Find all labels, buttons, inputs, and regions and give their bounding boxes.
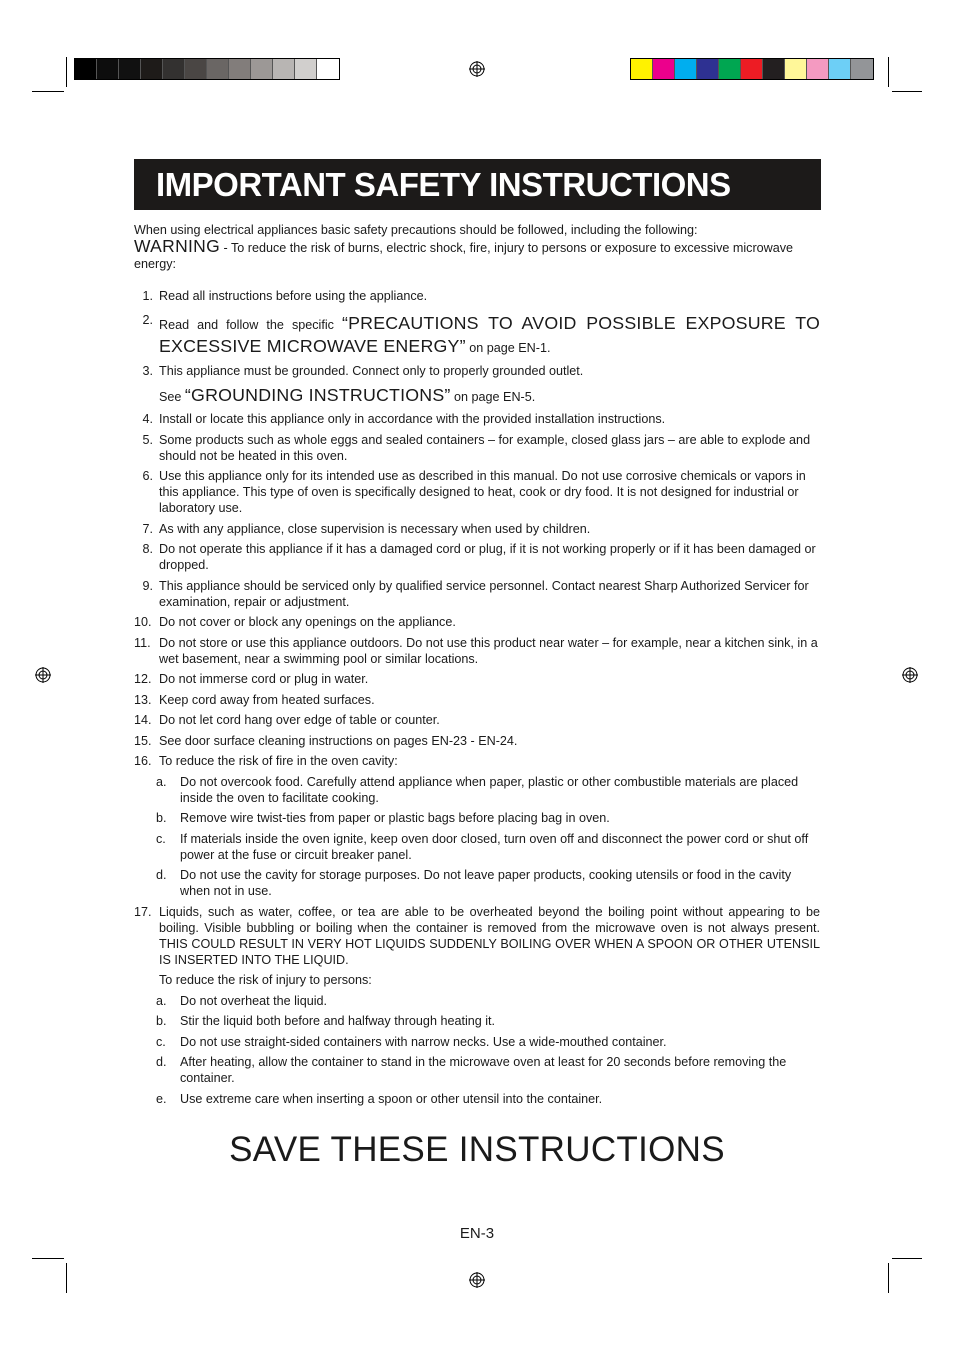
- list-item: [134, 521, 820, 537]
- item-number: 1.: [142, 289, 153, 303]
- gray-calibration-bar: [74, 58, 340, 80]
- sub-item-letter: b.: [156, 1014, 167, 1028]
- swatch: [631, 59, 653, 79]
- item-text: Keep cord away from heated surfaces.: [159, 692, 375, 707]
- list-item: [134, 614, 820, 630]
- sub-item-letter: a.: [156, 774, 167, 789]
- intro-text: When using electrical appliances basic safety precautions should be followed, including the following:: [134, 223, 698, 237]
- sub-list-item: [134, 1013, 820, 1029]
- list-item: [134, 733, 820, 749]
- list-item: [134, 468, 820, 516]
- item-text: To reduce the risk of fire in the oven cavity:: [159, 754, 398, 768]
- sub-list-item: [134, 831, 820, 863]
- swatch: [207, 59, 229, 79]
- item-number: 13.: [134, 692, 152, 707]
- item-text: This appliance must be grounded. Connect only to properly grounded outlet.: [159, 363, 584, 378]
- list-item: [134, 671, 820, 687]
- instructions-body: [134, 222, 820, 1111]
- item-emphasis: “PRECAUTIONS TO AVOID POSSIBLE EXPOSURE TO EXCESSIVE MICROWAVE ENERGY”: [159, 313, 820, 356]
- crop-mark: [32, 1258, 64, 1259]
- sub-item-text: Remove wire twist-ties from paper or plastic bags before placing bag in oven.: [180, 811, 610, 825]
- item-number: 6.: [142, 469, 153, 483]
- item-text: This appliance should be serviced only by qualified service personnel. Contact nearest Sharp Authorized Servicer for examination, repair or adjustment.: [159, 578, 809, 609]
- swatch: [675, 59, 697, 79]
- swatch: [653, 59, 675, 79]
- item-text: Read all instructions before using the appliance.: [159, 289, 428, 303]
- crop-mark: [892, 91, 922, 92]
- item-emphasis: “GROUNDING INSTRUCTIONS”: [184, 384, 451, 405]
- list-item: [134, 312, 820, 358]
- sub-item-letter: c.: [156, 1034, 166, 1049]
- item-number: 7.: [142, 521, 153, 536]
- item-number: 5.: [142, 432, 153, 447]
- registration-mark-icon: [902, 667, 918, 683]
- crop-mark: [66, 57, 67, 87]
- sub-list-item: [134, 1034, 820, 1050]
- swatch: [163, 59, 185, 79]
- sub-item-text: If materials inside the oven ignite, keep oven door closed, turn oven off and disconnect the power cord or shut off power at the fuse or circuit breaker panel.: [180, 831, 809, 862]
- swatch: [851, 59, 873, 79]
- page-title: IMPORTANT SAFETY INSTRUCTIONS: [134, 159, 821, 210]
- item-number: 11.: [134, 635, 151, 650]
- list-item: [134, 411, 820, 427]
- list-item: [134, 635, 820, 667]
- sub-item-text: Do not use straight-sided containers with narrow necks. Use a wide-mouthed container.: [180, 1034, 667, 1049]
- swatch: [185, 59, 207, 79]
- item-text: See door surface cleaning instructions on pages EN-23 - EN-24.: [159, 733, 518, 748]
- item-number: 3.: [142, 363, 153, 378]
- sub-list-lead: To reduce the risk of injury to persons:: [159, 973, 372, 987]
- swatch: [251, 59, 273, 79]
- list-item: [134, 904, 820, 968]
- sub-list-item: [134, 774, 820, 806]
- swatch: [295, 59, 317, 79]
- sub-list-item: [134, 867, 820, 899]
- page-number: EN-3: [459, 1225, 495, 1242]
- sub-item-letter: d.: [156, 1055, 167, 1069]
- sub-item-letter: d.: [156, 868, 167, 882]
- save-instructions-heading: SAVE THESE INSTRUCTIONS: [229, 1130, 725, 1169]
- sub-list-item: [134, 1091, 820, 1107]
- swatch: [97, 59, 119, 79]
- sub-item-text: Use extreme care when inserting a spoon or other utensil into the container.: [180, 1091, 603, 1106]
- swatch: [807, 59, 829, 79]
- sub-item-letter: c.: [156, 831, 166, 846]
- sub-item-letter: b.: [156, 811, 167, 825]
- crop-mark: [888, 57, 889, 87]
- registration-mark-icon: [35, 667, 51, 683]
- item-number: 17.: [134, 904, 152, 919]
- swatch: [229, 59, 251, 79]
- warning-text: - To reduce the risk of burns, electric shock, fire, injury to persons or exposure to excessive microwave energy:: [134, 241, 794, 271]
- item-text: As with any appliance, close supervision is necessary when used by children.: [159, 521, 591, 536]
- sub-item-letter: a.: [156, 993, 167, 1008]
- list-item: [134, 541, 820, 573]
- list-item: [134, 432, 820, 464]
- sub-item-text: Do not overheat the liquid.: [180, 993, 328, 1008]
- list-item: [134, 578, 820, 610]
- item-text: Read and follow the specific: [159, 318, 334, 332]
- list-item: [134, 288, 820, 304]
- color-calibration-bar: [630, 58, 874, 80]
- item-text: Do not let cord hang over edge of table or counter.: [159, 713, 440, 727]
- registration-mark-icon: [469, 1272, 485, 1288]
- swatch: [719, 59, 741, 79]
- sub-list-item: [134, 993, 820, 1009]
- item-number: 9.: [142, 578, 153, 593]
- item-number: 10.: [134, 615, 152, 629]
- item-text: on page EN-1.: [469, 341, 551, 355]
- item-text: See: [159, 389, 182, 404]
- swatch: [697, 59, 719, 79]
- warning-paragraph: [134, 238, 820, 272]
- sub-item-text: After heating, allow the container to stand in the microwave oven at least for 20 seconds before removing the container.: [180, 1055, 787, 1085]
- item-text: Do not store or use this appliance outdoors. Do not use this product near water – for example, near a kitchen sink, in a wet basement, near a swimming pool or similar locations.: [159, 635, 818, 666]
- swatch: [763, 59, 785, 79]
- list-item: [134, 692, 820, 708]
- item-number: 8.: [142, 542, 153, 556]
- swatch: [119, 59, 141, 79]
- sub-item-text: Do not overcook food. Carefully attend appliance when paper, plastic or other combustible materials are placed inside the oven to facilitate cooking.: [180, 774, 799, 805]
- item-text: Do not operate this appliance if it has a damaged cord or plug, if it is not working properly or if it has been damaged or dropped.: [159, 542, 816, 572]
- item-number: 14.: [134, 713, 152, 727]
- item-text: on page EN-5.: [454, 389, 536, 404]
- swatch: [75, 59, 97, 79]
- swatch: [785, 59, 807, 79]
- registration-mark-icon: [469, 61, 485, 77]
- item-text: Liquids, such as water, coffee, or tea are able to be overheated beyond the boiling point without appearing to be boiling. Visible bubbling or boiling when the container is removed from the microwave oven is not always present. THIS COULD RESULT IN VERY HOT LIQUIDS SUDDENLY BOILING OVER WHEN A SPOON OR OTHER UTENSIL IS INSERTED INTO THE LIQUID.: [159, 904, 820, 967]
- warning-label: WARNING: [134, 236, 221, 256]
- list-item: [134, 753, 820, 769]
- crop-mark: [66, 1263, 67, 1293]
- item-number: 16.: [134, 754, 152, 768]
- crop-mark: [888, 1263, 889, 1293]
- sub-item-text: Do not use the cavity for storage purposes. Do not leave paper products, cooking utensils or food in the cavity when not in use.: [180, 868, 792, 898]
- item-text: Do not cover or block any openings on the appliance.: [159, 615, 456, 629]
- sub-list-item: [134, 810, 820, 826]
- crop-mark: [892, 1258, 922, 1259]
- sub-item-letter: e.: [156, 1091, 167, 1106]
- sub-list-item: [134, 1054, 820, 1086]
- swatch: [273, 59, 295, 79]
- item-text: Use this appliance only for its intended use as described in this manual. Do not use corrosive chemicals or vapors in this appliance. This type of oven is specifically designed to heat, cook or dry food. It is not designed for industrial or laboratory use.: [159, 469, 806, 515]
- swatch: [141, 59, 163, 79]
- item-number: 12.: [134, 672, 152, 686]
- item-number: 4.: [142, 412, 153, 426]
- crop-mark: [32, 91, 64, 92]
- swatch: [829, 59, 851, 79]
- item-text: Install or locate this appliance only in accordance with the provided installation instructions.: [159, 412, 666, 426]
- list-item: [134, 712, 820, 728]
- item-text: Some products such as whole eggs and sealed containers – for example, closed glass jars – are able to explode and should not be heated in this oven.: [159, 432, 811, 463]
- swatch: [741, 59, 763, 79]
- list-item: [134, 363, 820, 407]
- item-text: Do not immerse cord or plug in water.: [159, 672, 369, 686]
- swatch: [317, 59, 339, 79]
- item-number: 15.: [134, 733, 152, 748]
- sub-item-text: Stir the liquid both before and halfway through heating it.: [180, 1014, 496, 1028]
- item-number: 2.: [142, 313, 153, 327]
